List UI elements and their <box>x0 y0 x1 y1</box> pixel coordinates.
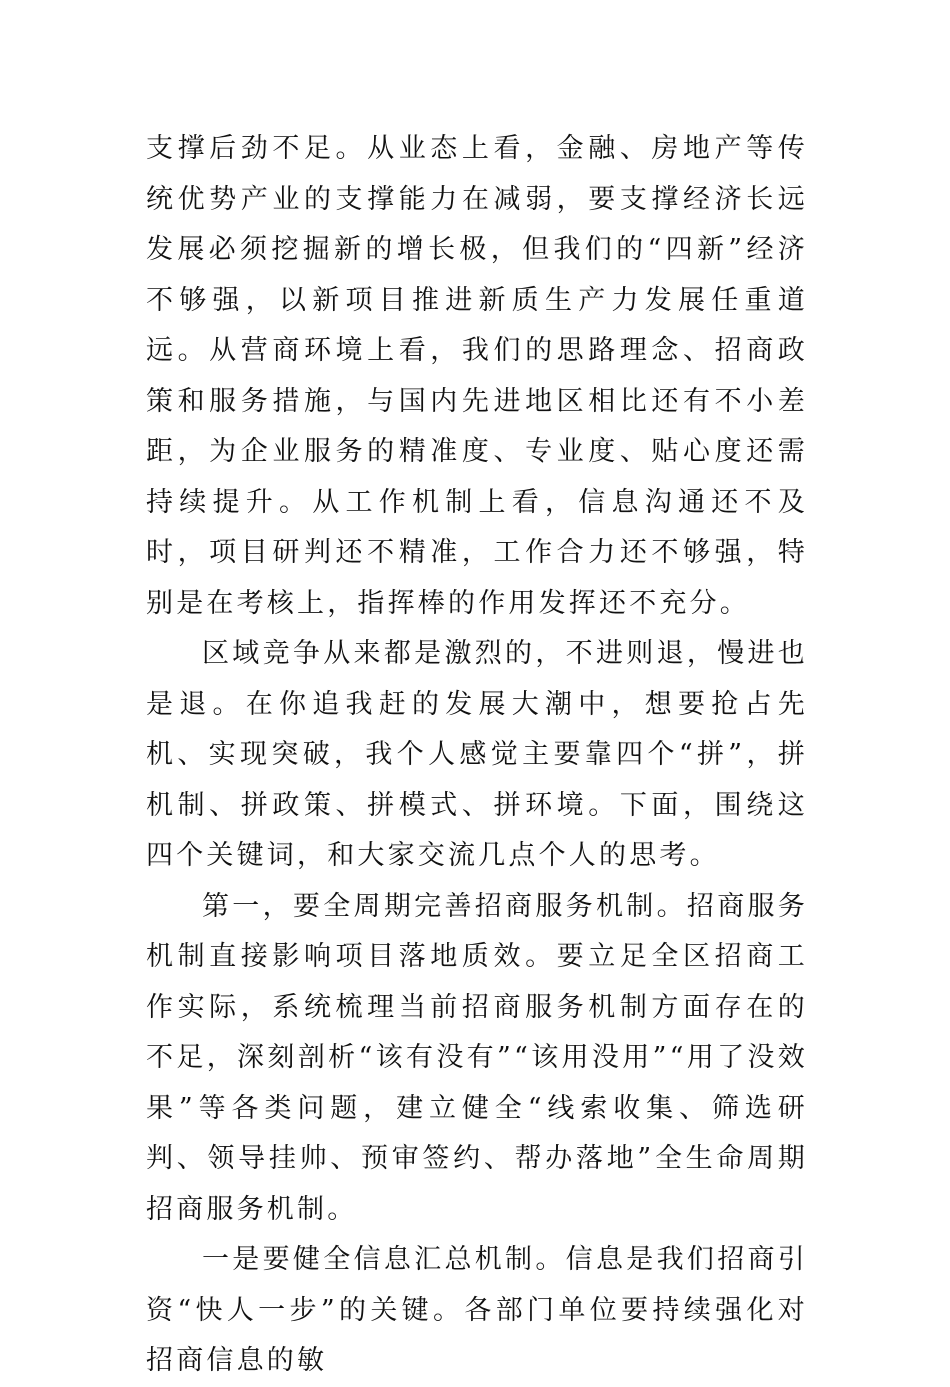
body-paragraph-4: 一是要健全信息汇总机制。信息是我们招商引资“快人一步”的关键。各部门单位要持续强化对招商信息的敏 <box>146 1244 808 1376</box>
body-paragraph-3: 第一，要全周期完善招商服务机制。招商服务机制直接影响项目落地质效。要立足全区招商工作实际，系统梳理当前招商服务机制方面存在的不足，深刻剖析“该有没有”“该用没用”“用了没效果”等各类问题，建立健全“线索收集、筛选研判、领导挂帅、预审签约、帮办落地”全生命周期招商服务机制。 <box>146 890 808 1225</box>
document-page <box>146 124 808 1387</box>
body-paragraph-2: 区域竞争从来都是激烈的，不进则退，慢进也是退。在你追我赶的发展大潮中，想要抢占先机、实现突破，我个人感觉主要靠四个“拼”，拼机制、拼政策、拼模式、拼环境。下面，围绕这四个关键词，和大家交流几点个人的思考。 <box>146 638 808 871</box>
body-paragraph-1: 支撑后劲不足。从业态上看，金融、房地产等传统优势产业的支撑能力在减弱，要支撑经济长远发展必须挖掘新的增长极，但我们的“四新”经济不够强，以新项目推进新质生产力发展任重道远。从营商环境上看，我们的思路理念、招商政策和服务措施，与国内先进地区相比还有不小差距，为企业服务的精准度、专业度、贴心度还需持续提升。从工作机制上看，信息沟通还不及时，项目研判还不精准，工作合力还不够强，特别是在考核上，指挥棒的作用发挥还不充分。 <box>146 133 808 619</box>
